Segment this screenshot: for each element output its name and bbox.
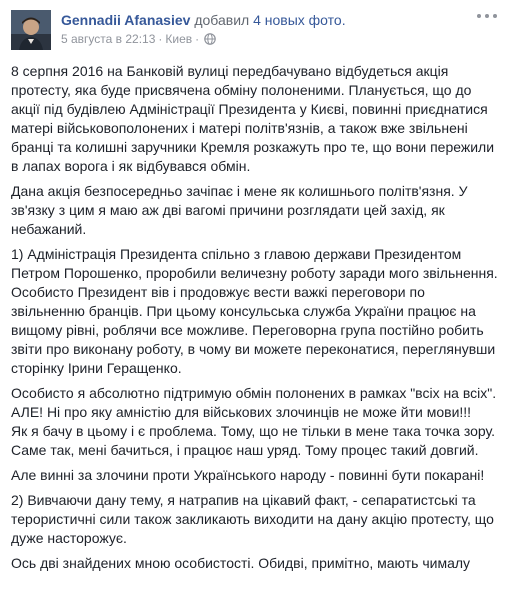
post-paragraph-4: Особисто я абсолютно підтримую обмін полонених в рамках "всіх на всіх". АЛЕ! Ні про яку амністію для військових злочинців не може йти мови!!! [11, 385, 497, 420]
post-paragraph-7: 2) Вивчаючи дану тему, я натрапив на цікавий факт, - сепаратистські та терористичні сили також закликають виходити на дану акцію протесту, що дуже насторожує. [11, 492, 494, 546]
post-meta [61, 32, 216, 46]
post-timestamp[interactable]: 5 августа в 22:13 [61, 32, 156, 46]
post-paragraph-2: Дана акція безпосередньо зачіпає і мене як колишнього політв'язня. У зв'язку з цим я маю аж дві вагомі причини розглядати цей захід, як небажаний. [11, 183, 468, 237]
meta-separator-2: · [195, 32, 200, 46]
author-avatar[interactable] [11, 10, 51, 50]
post-location[interactable]: Киев [165, 32, 193, 46]
new-photos-link[interactable]: 4 новых фото. [253, 12, 346, 28]
author-name[interactable]: Gennadii Afanasiev [61, 12, 191, 28]
post-paragraph-5: Як я бачу в цьому і є проблема. Тому, що не тільки в мене така точка зору. Саме так, мені бачиться, і працює наш уряд. Тому процес такий довгий. [11, 423, 496, 458]
post-paragraph-6: Але винні за злочини проти Українського народу - повинні бути покарані! [11, 467, 485, 483]
post-paragraph-8: Ось дві знайдених мною особистості. Обидві, примітно, мають чималу [11, 555, 471, 571]
meta-separator: · [158, 32, 163, 46]
more-options-icon[interactable] [477, 10, 497, 22]
post-paragraph-1: 8 серпня 2016 на Банковій вулиці передбачувано відбудеться акція протесту, яка буде присвячена обміну полоненими. Планується, що до акції під будівлею Адміністрації Президента у Києві, повинні приєднатися матері військовополонених і матері політв'язнів, а також вже звільнені бранці та колишні заручники Кремля розкажуть про те, що вони пережили в лапах ворога і як відбувався обмін. [11, 63, 495, 174]
author-line [61, 12, 346, 28]
action-text: добавил [194, 12, 250, 28]
post-header [0, 0, 509, 60]
avatar-photo-icon [11, 10, 51, 50]
post-body [11, 62, 501, 579]
post-paragraph-3: 1) Адміністрація Президента спільно з главою держави Президентом Петром Порошенко, проробили величезну роботу заради мого звільнення. Особисто Президент вів і продовжує вести важкі переговори по звільненню бранців. При цьому консульська служба України працює на вищому рівні, роблячи все можливе. Переговорна група постійно робить звіти про виконану роботу, в чому ви можете переконатися, переглянувши сторінку Ірини Геращенко. [11, 246, 498, 376]
globe-icon[interactable] [204, 33, 216, 45]
